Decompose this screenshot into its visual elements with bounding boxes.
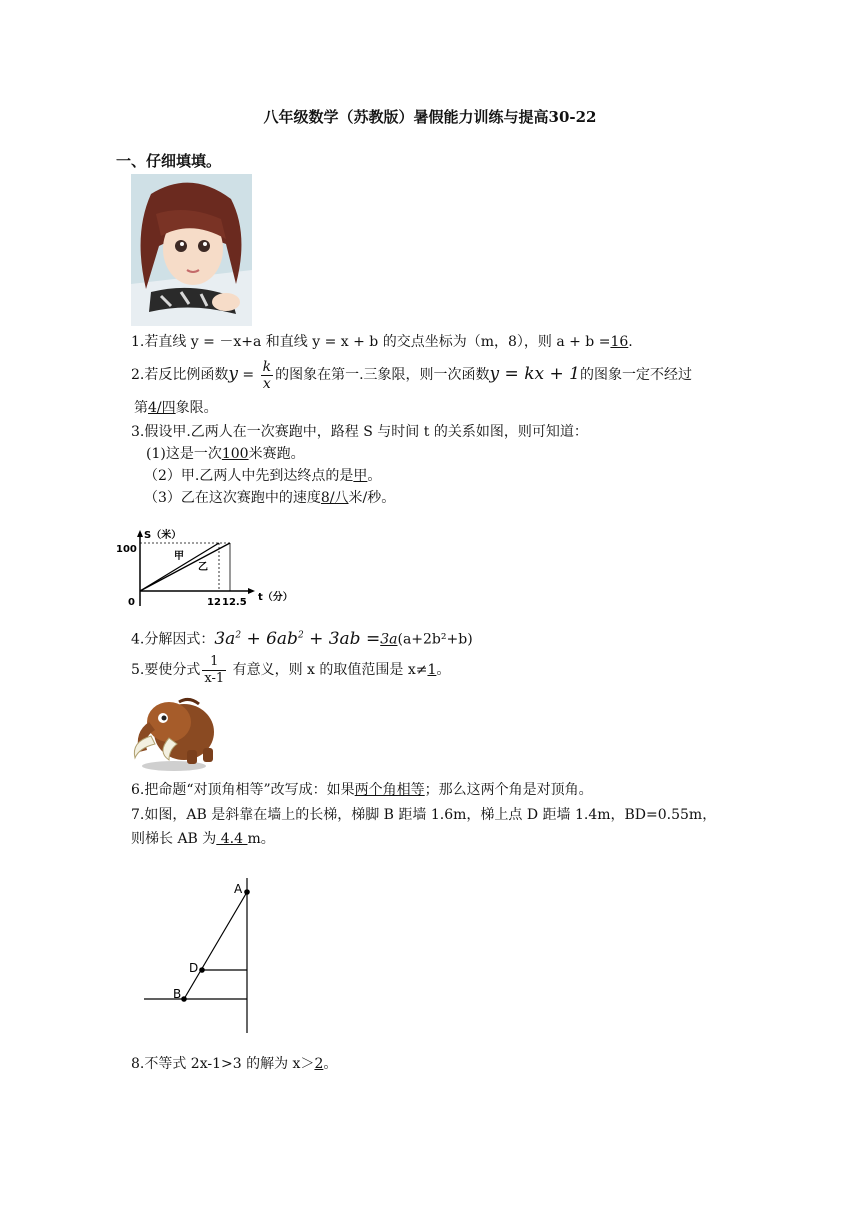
y-axis-label: S（米） — [144, 530, 182, 541]
x-axis-arrow — [248, 588, 255, 594]
point-b — [181, 996, 187, 1002]
answer-4: 3a — [380, 631, 398, 648]
answer-1: 16 — [610, 334, 629, 350]
answer-3-3: 8/八 — [320, 490, 349, 506]
question-2: 2.若反比例函数y = $\frac{k}{x}$ 的图象在第一.三象限，则一次函数y = kx + 1的图象一定不经过 — [131, 358, 692, 392]
y-tick-100: 100 — [116, 544, 137, 555]
x-axis-label: t（分） — [258, 592, 293, 603]
section-heading: 一、仔细填填。 — [116, 152, 222, 170]
origin-label: 0 — [128, 597, 135, 608]
ladder-line — [184, 892, 247, 999]
label-b: B — [173, 987, 182, 1001]
question-2-line2: 第4/四象限。 — [134, 400, 218, 416]
x-tick-12-5: 12.5 — [222, 597, 247, 608]
fraction-1-over-x-1: $\frac{1}{x-1}$ — [204, 653, 225, 686]
answer-6: 两个角相等 — [354, 782, 425, 798]
point-d — [199, 967, 205, 973]
question-3-sub1: (1)这是一次100米赛跑。 — [146, 446, 305, 462]
question-6: 6.把命题“对顶角相等”改写成：如果两个角相等；那么这两个角是对顶角。 — [131, 782, 593, 798]
mammoth-icon — [129, 692, 219, 772]
label-a: A — [234, 882, 243, 896]
answer-7: 4.4 — [216, 831, 248, 847]
line-yi — [140, 543, 230, 591]
question-7: 7.如图，AB 是斜靠在墙上的长梯，梯脚 B 距墙 1.6m，梯上点 D 距墙 1.4m，BD=0.55m， — [131, 807, 717, 823]
question-3-sub3: （3）乙在这次赛跑中的速度8/八米/秒。 — [144, 490, 396, 506]
question-3-sub2: （2）甲.乙两人中先到达终点的是甲。 — [144, 468, 382, 484]
x-tick-12: 12 — [207, 597, 221, 608]
question-7-line2: 则梯长 AB 为 4.4 m。 — [131, 831, 275, 847]
line-label-jia: 甲 — [174, 551, 184, 562]
label-d: D — [189, 961, 199, 975]
line-label-yi: 乙 — [198, 562, 208, 573]
question-4: 4.分解因式：$3a^2 + 6ab^2 + 3ab =3a(a+2b^2+b)$ — [131, 628, 473, 649]
answer-2: 4/四 — [148, 400, 176, 416]
question-1: 1.若直线 y = －x+a 和直线 y = x + b 的交点坐标为（m，8），则 a + b =16. — [131, 334, 633, 350]
fraction-k-over-x: $\frac{k}{x}$ — [262, 358, 272, 392]
answer-3-1: 100 — [221, 446, 249, 462]
distance-time-graph — [112, 528, 302, 614]
ladder-diagram — [140, 876, 260, 1036]
question-8: 8.不等式 2x-1>3 的解为 x＞2。 — [131, 1056, 338, 1072]
question-3: 3.假设甲.乙两人在一次赛跑中，路程 S 与时间 t 的关系如图，则可知道： — [131, 424, 588, 440]
girl-illustration — [131, 174, 252, 326]
question-5: 5.要使分式 $\frac{1}{x-1}$ 有意义，则 x 的取值范围是 x≠1。 — [131, 653, 451, 686]
y-axis-arrow — [137, 530, 143, 537]
point-a — [244, 889, 250, 895]
answer-8: 2 — [314, 1056, 324, 1072]
page-title: 八年级数学（苏教版）暑假能力训练与提高30-22 — [263, 108, 597, 126]
answer-5: 1 — [427, 662, 437, 678]
answer-3-2: 甲 — [353, 468, 368, 484]
